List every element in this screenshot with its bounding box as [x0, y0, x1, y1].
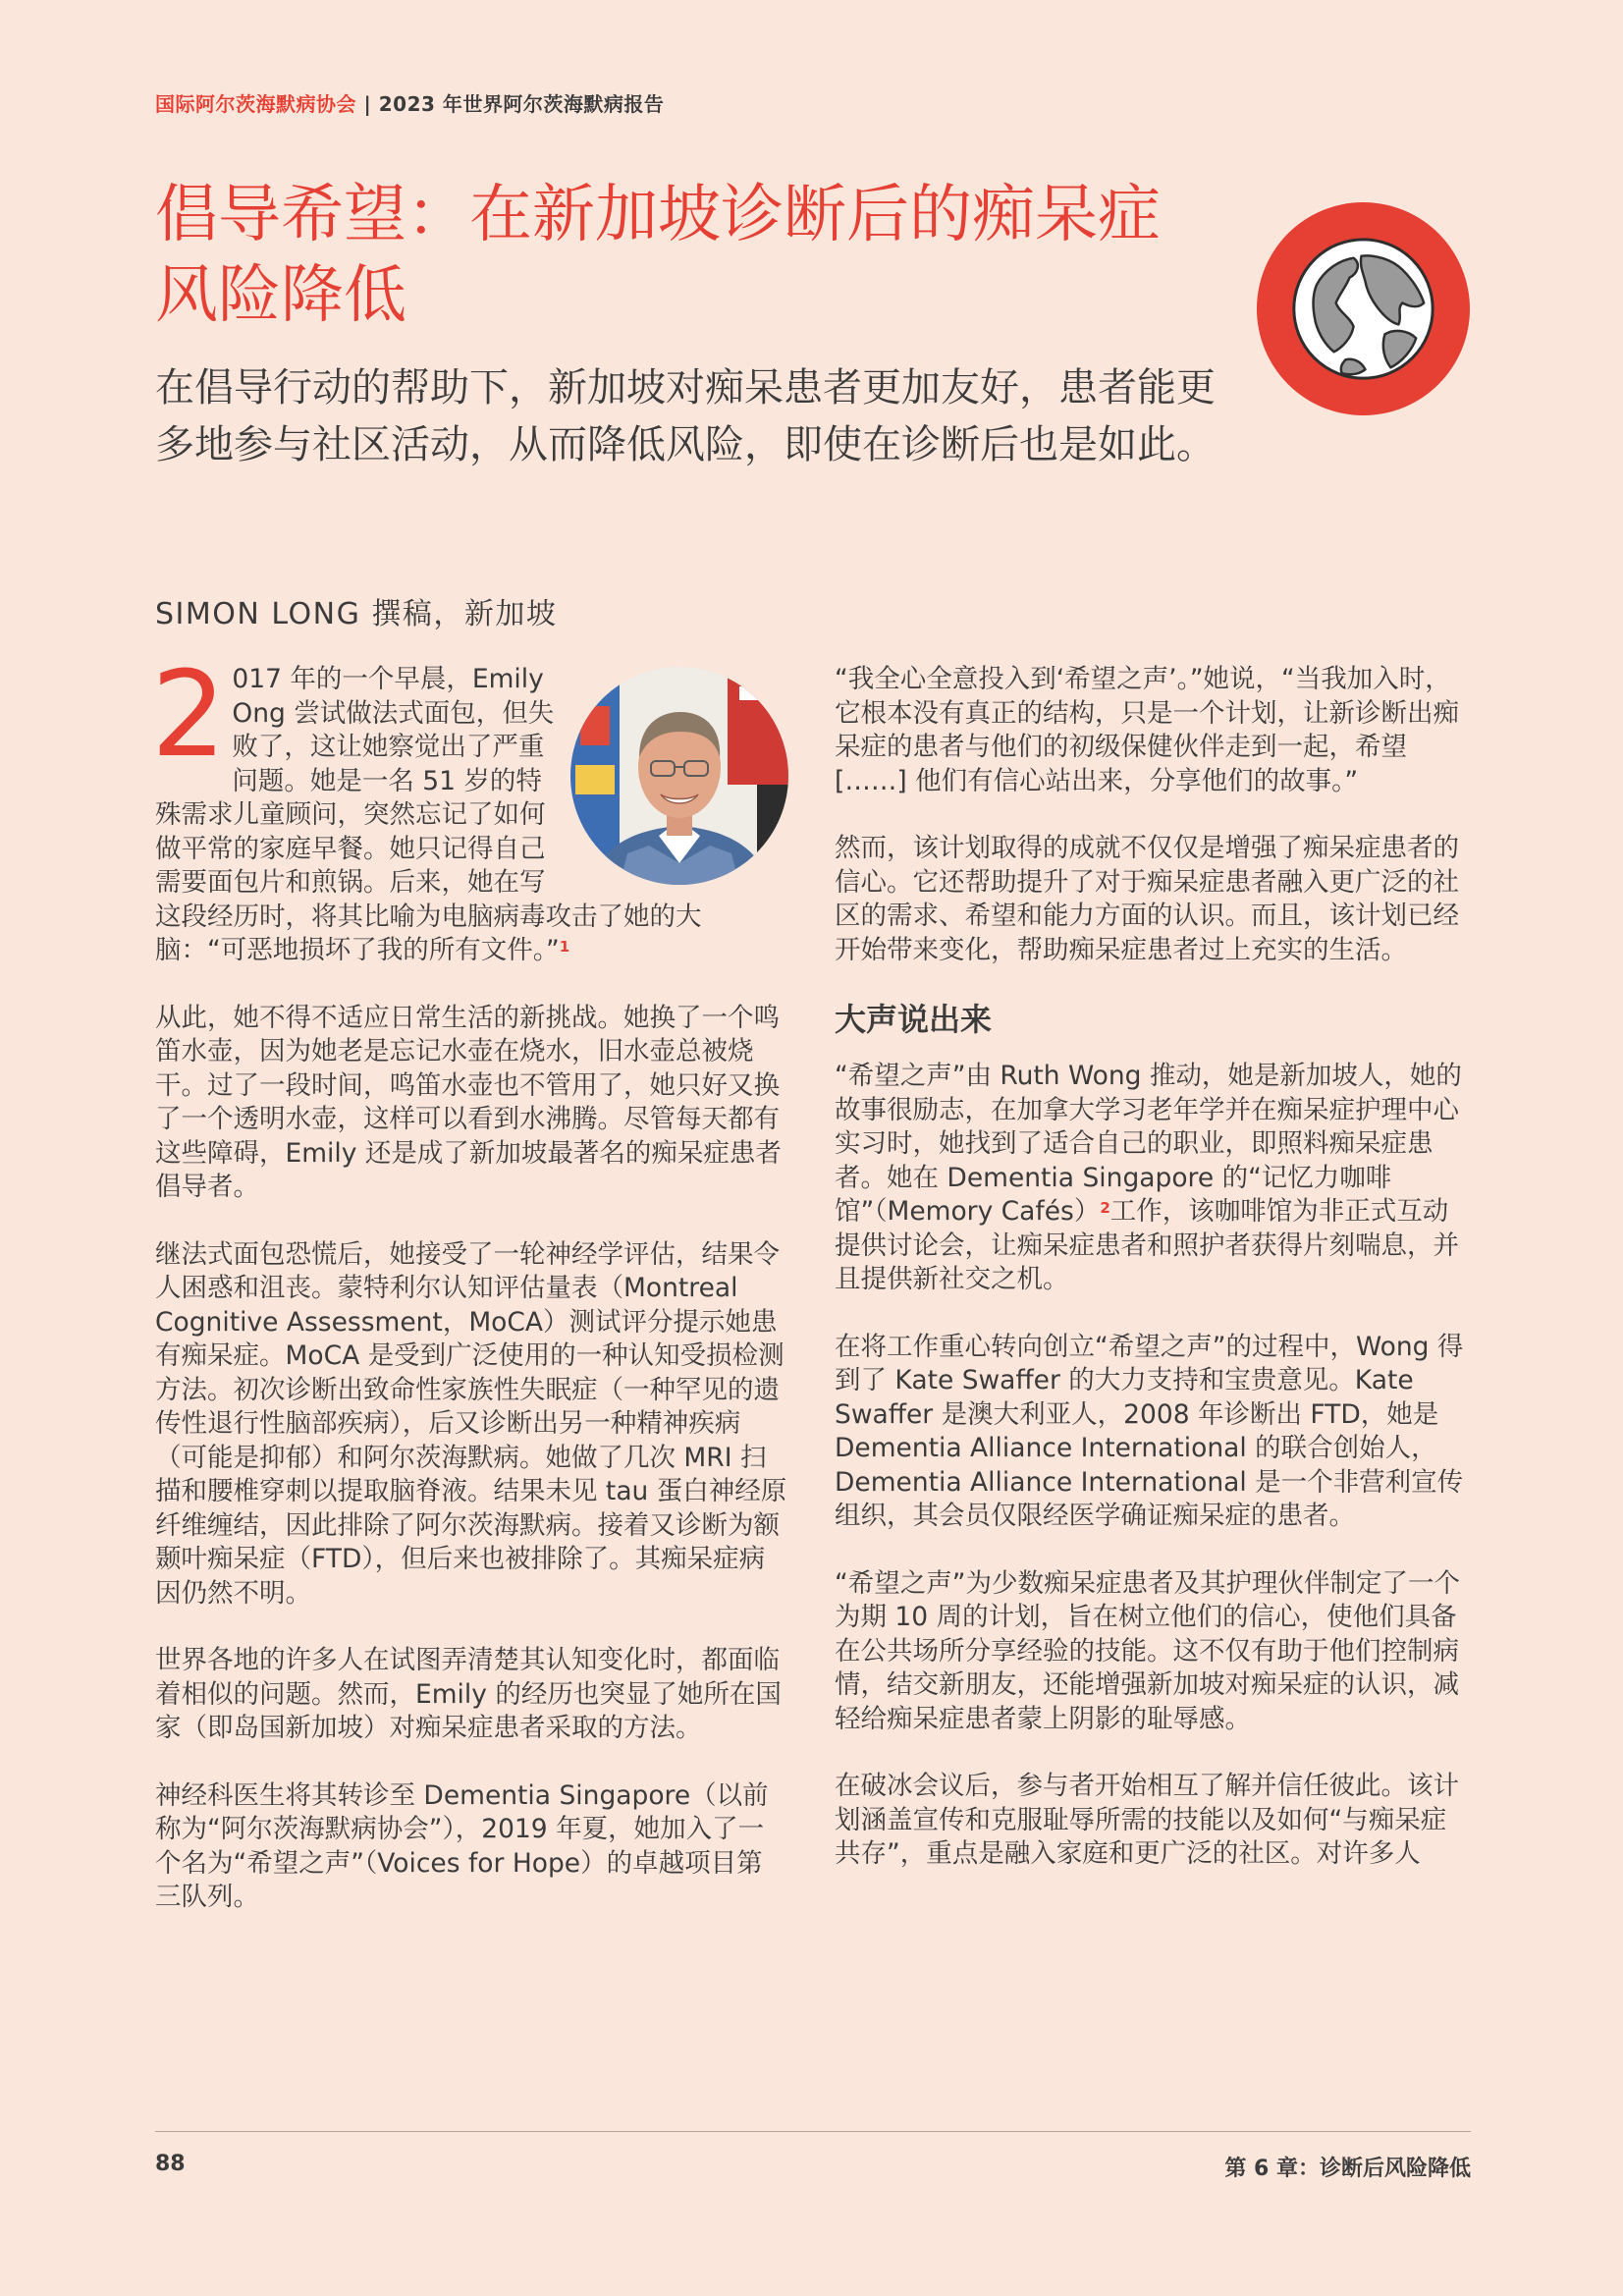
paragraph-ruth-wong	[835, 1060, 1471, 1297]
chapter-label: 第 6 章：诊断后风险降低	[1224, 2157, 1471, 2181]
header-report: 2023 年世界阿尔茨海默病报告	[378, 92, 665, 116]
footnote-ref-1[interactable]: 1	[559, 938, 570, 956]
paragraph-5: 神经科医生将其转诊至 Dementia Singapore（以前称为“阿尔茨海默病协会”），2019 年夏，她加入了一个名为“希望之声”（Voices for Hope）的卓越项目第三队列。	[155, 1779, 769, 1912]
paragraph-impact: 然而，该计划取得的成就不仅仅是增强了痴呆症患者的信心。它还帮助提升了对于痴呆症患者融入更广泛的社区的需求、希望和能力方面的认识。而且，该计划已经开始带来变化，帮助痴呆症患者过上充实的生活。	[835, 833, 1459, 965]
paragraph-intro-text: 017 年的一个早晨，Emily Ong 尝试做法式面包，但失败了，这让她察觉出了严重问题。她是一名 51 岁的特殊需求儿童顾问，突然忘记了如何做平常的家庭早餐。她只记得自己需要面包片和煎锅。后来，她在写这段经历时，将其比喻为电脑病毒攻击了她的大脑：“可恶地损坏了我的所有文件。”	[155, 664, 702, 965]
paragraph-2: 从此，她不得不适应日常生活的新挑战。她换了一个鸣笛水壶，因为她老是忘记水壶在烧水，旧水壶总被烧干。过了一段时间，鸣笛水壶也不管用了，她只好又换了一个透明水壶，这样可以看到水沸腾。尽管每天都有这些障碍，Emily 还是成了新加坡最著名的痴呆症患者倡导者。	[155, 1002, 782, 1202]
section-heading: 大声说出来	[835, 1001, 993, 1038]
paragraph-ruth-wong-before: “希望之声”由 Ruth Wong 推动，她是新加坡人，她的故事很励志，在加拿大学习老年学并在痴呆症护理中心实习时，她找到了适合自己的职业，即照料痴呆症患者。她在 Dementia Singapore 的“记忆力咖啡馆”（Memory Cafés）	[835, 1061, 1462, 1227]
paragraph-ruth-wong-after: 工作，该咖啡馆为非正式互动提供讨论会，让痴呆症患者和照护者获得片刻喘息，并且提供新社交之机。	[835, 1196, 1459, 1294]
footer-divider	[155, 2131, 1471, 2132]
right-column	[835, 663, 1471, 1905]
paragraph-4: 世界各地的许多人在试图弄清楚其认知变化时，都面临着相似的问题。然而，Emily 的经历也突显了她所在国家（即岛国新加坡）对痴呆症患者采取的方法。	[155, 1645, 782, 1743]
header-org: 国际阿尔茨海默病协会	[155, 92, 356, 116]
quote-paragraph: “我全心全意投入到‘希望之声’。”她说，“当我加入时，它根本没有真正的结构，只是一个计划，让新诊断出痴呆症的患者与他们的初级保健伙伴走到一起，希望[……] 他们有信心站出来，分享他们的故事。”	[835, 664, 1459, 796]
header-separator: |	[363, 92, 372, 116]
paragraph-3: 继法式面包恐慌后，她接受了一轮神经学评估，结果令人困惑和沮丧。蒙特利尔认知评估量表（Montreal Cognitive Assessment，MoCA）测试评分提示她患有痴呆症。MoCA 是受到广泛使用的一种认知受损检测方法。初次诊断出致命性家族性失眠症（一种罕见的遗传性退行性脑部疾病），后又诊断出另一种精神疾病（可能是抑郁）和阿尔茨海默病。她做了几次 MRI 扫描和腰椎穿刺以提取脑脊液。结果未见 tau 蛋白神经原纤维缠结，因此排除了阿尔茨海默病。接着又诊断为额颞叶痴呆症（FTD），但后来也被排除了。其痴呆症病因仍然不明。	[155, 1238, 787, 1609]
paragraph-program: “希望之声”为少数痴呆症患者及其护理伙伴制定了一个为期 10 周的计划，旨在树立他们的信心，使他们具备在公共场所分享经验的技能。这不仅有助于他们控制病情，结交新朋友，还能增强新加坡对痴呆症的认识，减轻给痴呆症患者蒙上阴影的耻辱感。	[835, 1567, 1460, 1734]
paragraph-icebreaker: 在破冰会议后，参与者开始相互了解并信任彼此。该计划涵盖宣传和克服耻辱所需的技能以及如何“与痴呆症共存”，重点是融入家庭和更广泛的社区。对许多人	[835, 1771, 1459, 1869]
paragraph-kate-swaffer: 在将工作重心转向创立“希望之声”的过程中，Wong 得到了 Kate Swaffer 的大力支持和宝贵意见。Kate Swaffer 是澳大利亚人，2008 年诊断出 FTD，她是 Dementia Alliance International 的联合创始人，Dementia Alliance International 是一个非营利宣传组织，其会员仅限经医学确证痴呆症的患者。	[835, 1331, 1464, 1531]
page-number: 88	[155, 2152, 186, 2176]
left-column	[151, 647, 788, 1948]
portrait-photo	[570, 667, 788, 885]
byline: SIMON LONG 撰稿，新加坡	[155, 597, 558, 631]
article-title: 倡导希望：在新加坡诊断后的痴呆症风险降低	[155, 179, 1161, 332]
globe-icon	[1256, 201, 1471, 416]
drop-cap: 2	[151, 647, 227, 784]
article-subtitle: 在倡导行动的帮助下，新加坡对痴呆患者更加友好，患者能更多地参与社区活动，从而降低风险，即使在诊断后也是如此。	[155, 365, 1216, 467]
paragraph-intro	[151, 647, 788, 968]
running-header	[155, 88, 664, 117]
footnote-ref-2[interactable]: 2	[1100, 1199, 1110, 1217]
